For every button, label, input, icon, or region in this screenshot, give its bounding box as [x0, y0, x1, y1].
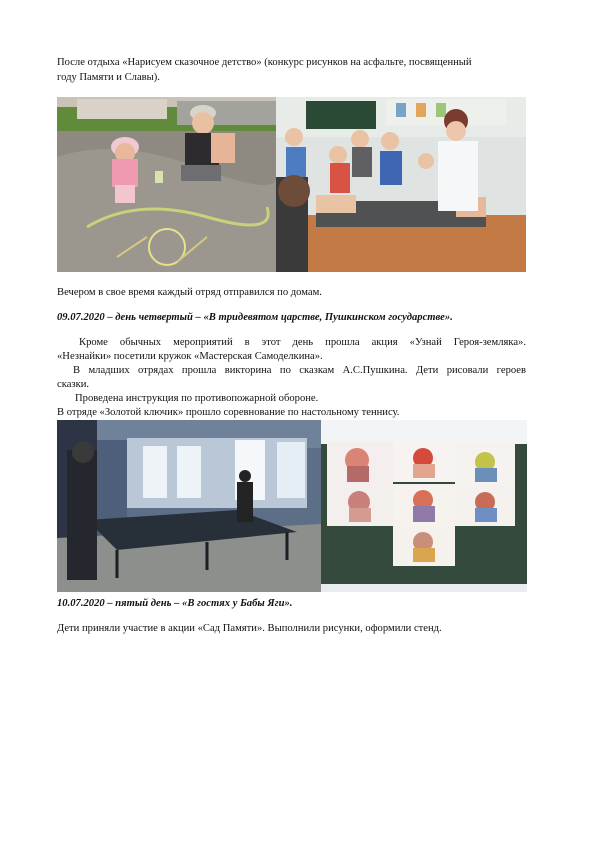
day4-paragraph-3: Проведена инструкция по противопожарной обороне. [75, 393, 319, 404]
photo-chalk-drawing [57, 97, 276, 272]
day4-paragraph-2-cont: сказки. [57, 379, 90, 390]
photo-drawings-board [321, 420, 527, 592]
intro-line-2: году Памяти и Славы). [57, 72, 160, 83]
day4-paragraph-2: В младших отрядах прошла викторина по сказкам А.С.Пушкина. Дети рисовали героев [73, 365, 526, 376]
day4-paragraph-1-cont: «Незнайки» посетили кружок «Мастерская Самоделкина». [57, 351, 323, 362]
evening-text: Вечером в свое время каждый отряд отправился по домам. [57, 287, 322, 298]
day5-heading: 10.07.2020 – пятый день – «В гостях у Бабы Яги». [57, 598, 293, 609]
day4-paragraph-4: В отряде «Золотой ключик» прошло соревнование по настольному теннису. [57, 407, 400, 418]
photo-table-tennis [57, 420, 321, 592]
day5-paragraph-1: Дети приняли участие в акции «Сад Памяти». Выполнили рисунки, оформили стенд. [57, 623, 442, 634]
photo-first-aid [276, 97, 526, 272]
intro-line-1: После отдыха «Нарисуем сказочное детство» (конкурс рисунков на асфальте, посвященный [57, 57, 472, 68]
day4-heading: 09.07.2020 – день четвертый – «В тридевятом царстве, Пушкинском государстве». [57, 312, 453, 323]
day4-paragraph-1: Кроме обычных мероприятий в этот день прошла акция «Узнай Героя-земляка». [79, 337, 526, 348]
